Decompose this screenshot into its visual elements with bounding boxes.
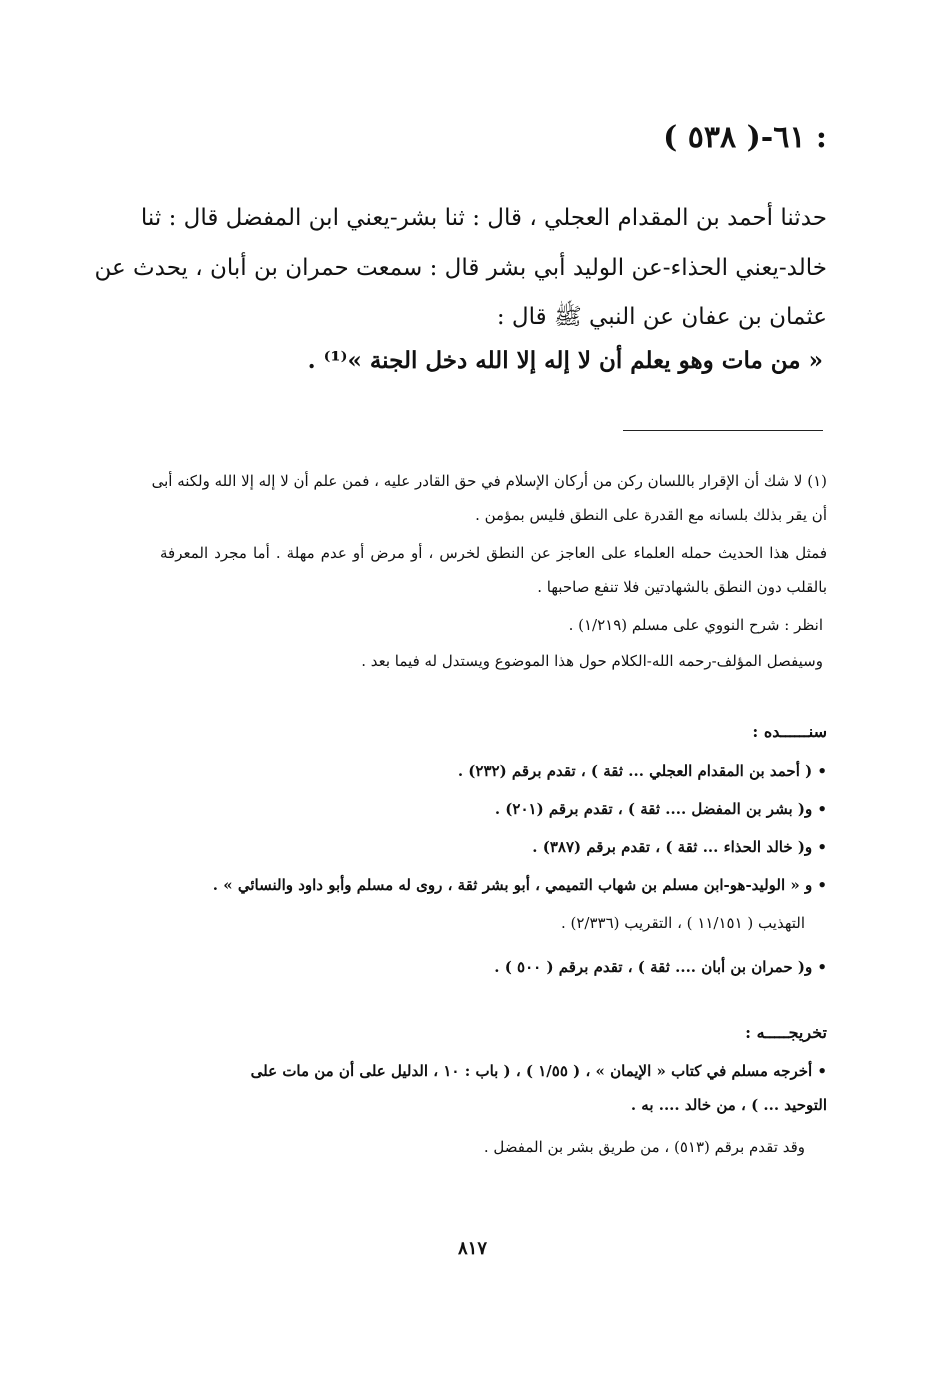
main-text-line-1: حدثنا أحمد بن المقدام العجلي ، قال : ثنا بشر-يعني ابن المفضل قال : ثنا: [140, 205, 827, 231]
sanad-item-3: • و( خالد الحذاء ... ثقة ) ، تقدم برقم (٣٨٧) .: [532, 838, 827, 856]
footnote-line-5: انظر : شرح النووي على مسلم (١/٢١٩) .: [568, 616, 823, 634]
takhrij-title: تخريجـــــه :: [745, 1023, 827, 1042]
main-text-line-2: خالد-يعني الحذاء-عن الوليد أبي بشر قال : سمعت حمران بن أبان ، يحدث عن: [94, 255, 827, 281]
hadith-text: « من مات وهو يعلم أن لا إله إلا الله دخل الجنة »⁽¹⁾ .: [307, 347, 823, 374]
hadith-number-heading: ٦١-( ٥٣٨ ) :: [663, 120, 827, 155]
footnote-line-3: فمثل هذا الحديث حمله العلماء على العاجز عن النطق لخرس ، أو مرض أو عدم مهلة . أما مجرد المعرفة: [160, 544, 827, 562]
takhrij-line-3: وقد تقدم برقم (٥١٣) ، من طريق بشر بن المفضل .: [483, 1138, 805, 1156]
footnote-line-4: بالقلب دون النطق بالشهادتين فلا تنفع صاحبها .: [537, 578, 827, 596]
takhrij-line-2: التوحيد ... ) ، من خالد .... به .: [630, 1096, 827, 1114]
main-text-line-3: عثمان بن عفان عن النبي ﷺ قال :: [496, 304, 827, 330]
footnote-line-1: (١) لا شك أن الإقرار باللسان ركن من أركان الإسلام في حق القادر عليه ، فمن علم أن لا إله إلا الله ولكنه أبى: [151, 472, 827, 490]
page-number: ٨١٧: [457, 1238, 487, 1259]
sanad-item-4: • و « الوليد-هو-ابن مسلم بن شهاب التميمي ، أبو بشر ثقة ، روى له مسلم وأبو داود والنسائي » .: [212, 876, 827, 894]
sanad-item-5: • و( حمران بن أبان .... ثقة ) ، تقدم برقم ( ٥٠٠ ) .: [494, 958, 827, 976]
sanad-item-1: • ( أحمد بن المقدام العجلي ... ثقة ) ، تقدم برقم (٢٣٢) .: [457, 762, 827, 780]
takhrij-line-1: • أخرجه مسلم في كتاب « الإيمان » ، ( ١/٥٥ ) ، ( باب : ١٠ ، الدليل على أن من مات على: [250, 1062, 827, 1080]
sanad-item-2: • و( بشر بن المفضل .... ثقة ) ، تقدم برقم (٢٠١) .: [494, 800, 827, 818]
footnote-divider: [623, 430, 823, 431]
sanad-item-4-ref: التهذيب ( ١١/١٥١ ) ، التقريب (٢/٣٣٦) .: [560, 914, 805, 932]
footnote-line-2: أن يقر بذلك بلسانه مع القدرة على النطق فليس بمؤمن .: [475, 506, 827, 524]
sanad-title: سنــــــده :: [752, 722, 827, 741]
footnote-line-6: وسيفصل المؤلف-رحمه الله-الكلام حول هذا الموضوع ويستدل له فيما بعد .: [361, 652, 823, 670]
